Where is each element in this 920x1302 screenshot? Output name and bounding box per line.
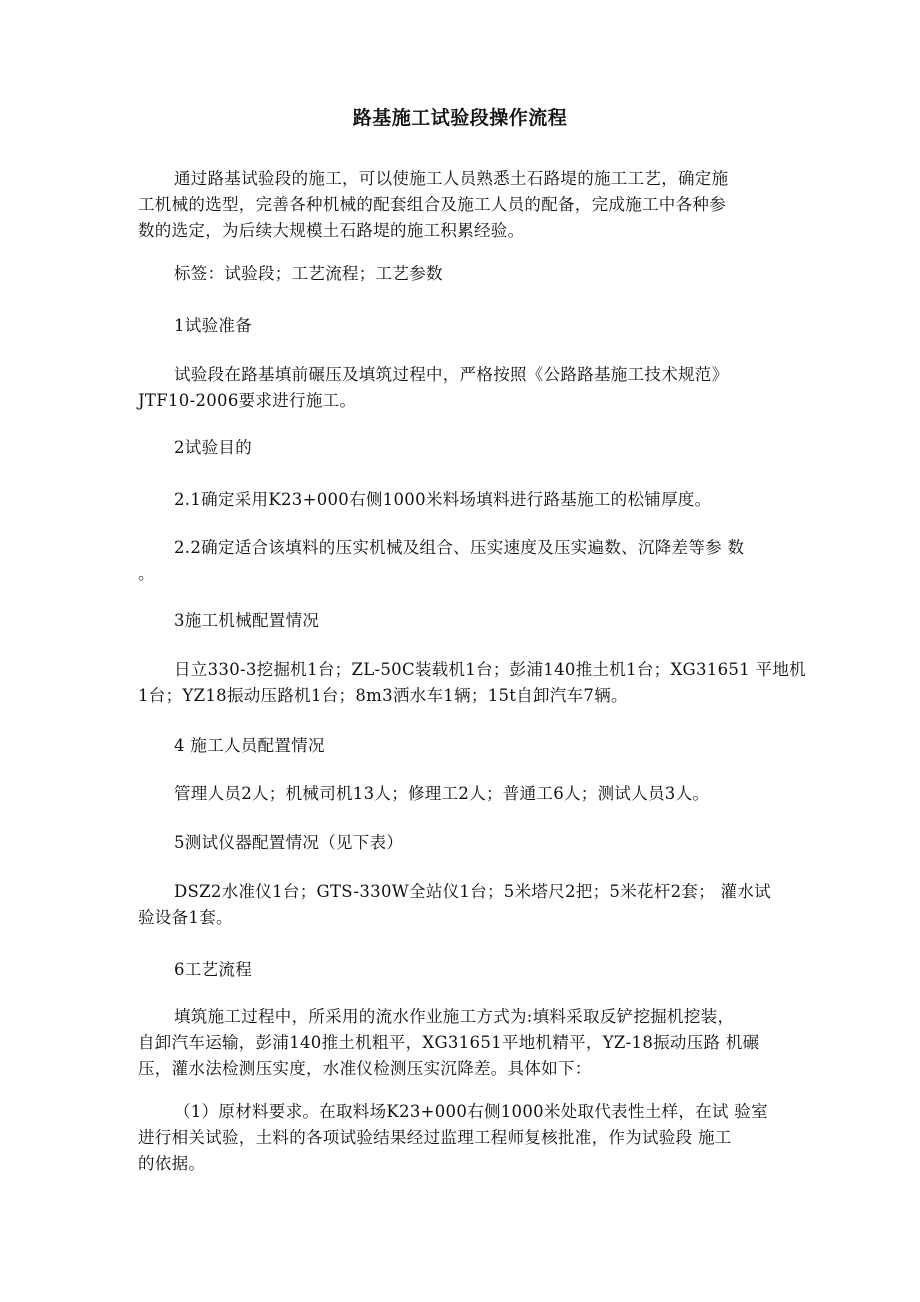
keywords-paragraph [138, 261, 793, 287]
body-paragraph [138, 362, 793, 414]
text-line: 2.1确定采用K23+000右侧1000米料场填料进行路基施工的松铺厚度。 [174, 490, 712, 509]
text-line: 的依据。 [138, 1154, 206, 1173]
body-paragraph [138, 879, 793, 931]
text-line: 1台；YZ18振动压路机1台；8m3洒水车1辆；15t自卸汽车7辆。 [138, 686, 628, 705]
intro-paragraph [138, 166, 793, 244]
text-line: 验设备1套。 [138, 908, 233, 927]
section-heading [138, 733, 793, 759]
section-heading [138, 830, 793, 856]
text-line: 。 [138, 564, 155, 583]
section-heading [138, 608, 793, 634]
body-paragraph [138, 657, 806, 709]
text-line: 压，灌水法检测压实度，水准仪检测压实沉降差。具体如下： [138, 1059, 592, 1078]
text-line: DSZ2水准仪1台；GTS-330W全站仪1台；5米塔尺2把；5米花杆2套； 灌水试 [174, 882, 771, 901]
text-line: 试验段在路基填前碾压及填筑过程中，严格按照《公路路基施工技术规范》 [174, 365, 729, 384]
text-line: 4 施工人员配置情况 [174, 736, 325, 755]
page-title: 路基施工试验段操作流程 [352, 107, 568, 129]
body-paragraph [138, 1004, 793, 1082]
section-heading [138, 957, 793, 983]
section-heading [138, 435, 793, 461]
text-line: 通过路基试验段的施工，可以使施工人员熟悉土石路堤的施工工艺，确定施 [174, 169, 729, 188]
body-paragraph [138, 1099, 793, 1177]
body-paragraph [138, 781, 793, 807]
text-line: 填筑施工过程中，所采用的流水作业施工方式为:填料采取反铲挖掘机挖装， [174, 1007, 735, 1026]
text-line: 进行相关试验，土料的各项试验结果经过监理工程师复核批准，作为试验段 施工 [138, 1128, 732, 1147]
text-line: 5测试仪器配置情况（见下表） [174, 833, 404, 852]
text-line: 工机械的选型，完善各种机械的配套组合及施工人员的配备，完成施工中各种参 [138, 195, 726, 214]
text-line: （1）原材料要求。在取料场K23+000右侧1000米处取代表性土样，在试 验室 [174, 1102, 768, 1121]
text-line: 2.2确定适合该填料的压实机械及组合、压实速度及压实遍数、沉降差等参 数 [174, 538, 745, 557]
text-line: 日立330-3挖掘机1台；ZL-50C装载机1台；彭浦140推土机1台；XG31651 平地机 [174, 660, 806, 679]
text-line: 1试验准备 [174, 316, 252, 335]
section-heading [138, 313, 793, 339]
body-paragraph [138, 535, 793, 587]
text-line: 数的选定，为后续大规模土石路堤的施工积累经验。 [138, 221, 525, 240]
text-line: 6工艺流程 [174, 960, 252, 979]
text-line: 2试验目的 [174, 438, 252, 457]
text-line: JTF10-2006要求进行施工。 [138, 391, 357, 410]
text-line: 3施工机械配置情况 [174, 611, 320, 630]
text-line: 管理人员2人；机械司机13人；修理工2人；普通工6人；测试人员3人。 [174, 784, 710, 803]
text-line: 自卸汽车运输，彭浦140推土机粗平，XG31651平地机精平，YZ-18振动压路 机碾 [138, 1033, 760, 1052]
text-line: 标签：试验段；工艺流程；工艺参数 [174, 264, 443, 283]
body-paragraph [138, 487, 793, 513]
